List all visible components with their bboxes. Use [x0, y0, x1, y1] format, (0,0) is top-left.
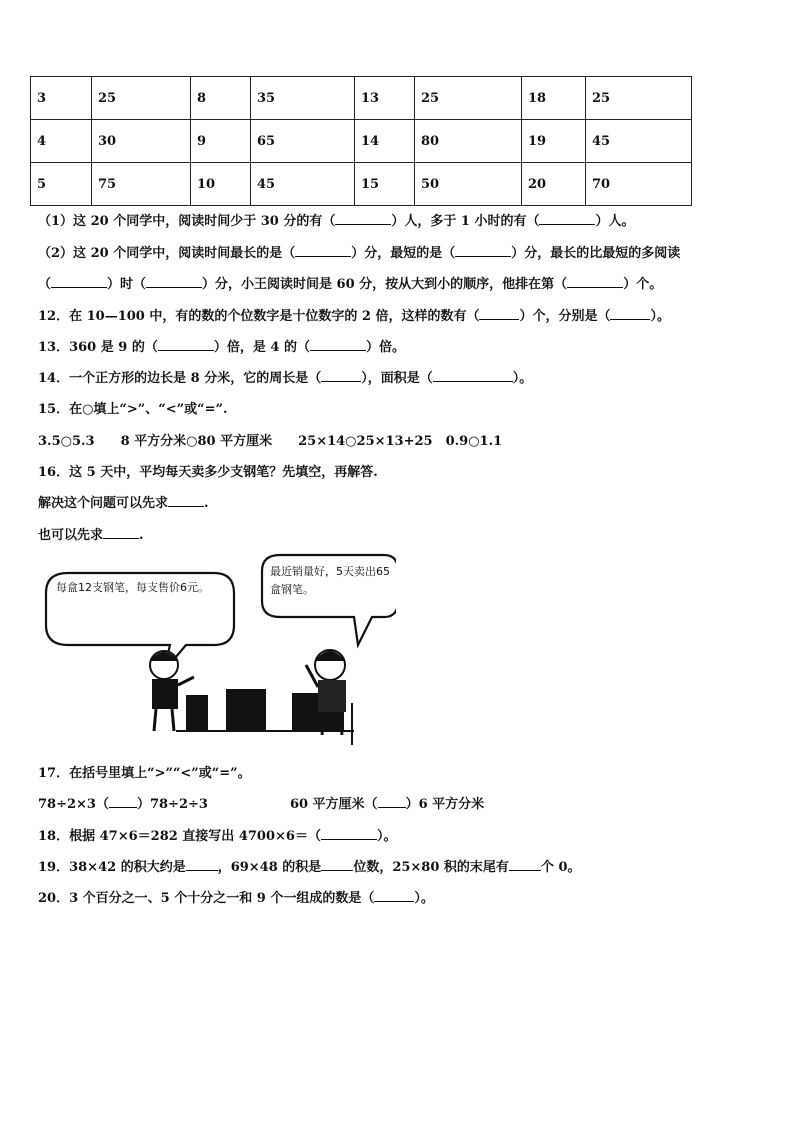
question-text: 解决这个问题可以先求 [38, 496, 169, 511]
question-text: ）人，多于 1 小时的有（ [391, 214, 540, 229]
answer-blank[interactable] [168, 494, 204, 507]
question-text: ）。 [376, 829, 397, 844]
answer-blank[interactable] [509, 858, 541, 871]
question-text: 14．一个正方形的边长是 8 分米，它的周长是（ [38, 371, 322, 386]
question-14 [38, 367, 532, 386]
pen-sales-illustration [36, 553, 396, 748]
question-text: ）倍，是 4 的（ [213, 340, 310, 355]
question-text: 19．38×42 的积大约是 [38, 860, 186, 875]
answer-blank[interactable] [433, 369, 513, 382]
question-text: ）个，分别是（ [519, 309, 611, 324]
question-text: ）78÷2÷3 [136, 797, 208, 812]
reading-time-table [30, 76, 692, 206]
question-text: ）。 [650, 309, 670, 324]
table-cell: 18 [522, 77, 586, 120]
table-cell: 5 [31, 163, 92, 206]
question-text: 个 0。 [540, 860, 581, 875]
table-cell: 19 [522, 120, 586, 163]
table-cell: 25 [586, 77, 692, 120]
table-cell: 45 [586, 120, 692, 163]
answer-blank[interactable] [567, 275, 623, 288]
bar-block [186, 695, 208, 731]
table-row [31, 163, 692, 206]
answer-blank[interactable] [539, 212, 595, 225]
table-cell: 35 [251, 77, 355, 120]
question-15: 15．在○填上“>”、“<”或“=”. [38, 402, 228, 417]
table-cell: 25 [92, 77, 191, 120]
answer-blank[interactable] [321, 827, 377, 840]
table-cell: 25 [415, 77, 522, 120]
question-17: 17．在括号里填上“>”“<”或“=”。 [38, 766, 251, 781]
answer-blank[interactable] [610, 307, 650, 320]
answer-blank[interactable] [479, 307, 519, 320]
question-text: ，69×48 的积是 [217, 860, 322, 875]
table-cell: 80 [415, 120, 522, 163]
question-16-b [38, 524, 144, 543]
question-12 [38, 305, 670, 324]
question-text: ）。 [414, 891, 434, 906]
question-16-a [38, 492, 209, 511]
question-text: 12．在 10—100 中，有的数的个位数字是十位数字的 2 倍，这样的数有（ [38, 309, 480, 324]
question-13 [38, 336, 405, 355]
answer-blank[interactable] [374, 889, 414, 902]
question-text: ）6 平方分米 [405, 797, 485, 812]
table-cell: 9 [191, 120, 251, 163]
question-text: 20．3 个百分之一、5 个十分之一和 9 个一组成的数是（ [38, 891, 375, 906]
table-cell: 15 [355, 163, 415, 206]
answer-blank[interactable] [295, 244, 351, 257]
question-text: ），面积是（ [361, 371, 433, 386]
question-17-items [38, 793, 484, 812]
answer-blank[interactable] [321, 858, 353, 871]
question-text: ）时（ [107, 277, 147, 292]
question-text: ）。 [512, 371, 533, 386]
table-cell: 65 [251, 120, 355, 163]
question-20 [38, 887, 434, 906]
table-cell: 14 [355, 120, 415, 163]
question-text: 18．根据 47×6＝282 直接写出 4700×6＝（ [38, 829, 321, 844]
answer-blank[interactable] [455, 244, 511, 257]
question-19 [38, 856, 581, 875]
table-cell: 20 [522, 163, 586, 206]
table-cell: 50 [415, 163, 522, 206]
question-text: （1）这 20 个同学中，阅读时间少于 30 分的有（ [38, 214, 336, 229]
table-cell: 30 [92, 120, 191, 163]
question-text: ）分，最长的比最短的多阅读 [511, 246, 681, 261]
table-row [31, 120, 692, 163]
answer-blank[interactable] [109, 795, 137, 808]
table-cell: 75 [92, 163, 191, 206]
question-text: 13．360 是 9 的（ [38, 340, 158, 355]
table-cell: 10 [191, 163, 251, 206]
question-text: （ [38, 277, 52, 292]
speech-bubble-right-text: 最近销量好，5天卖出65盒钢笔。 [270, 565, 390, 596]
table-cell: 45 [251, 163, 355, 206]
speech-bubble-left-text: 每盒12支钢笔，每支售价6元。 [56, 581, 209, 594]
question-11-2-cont [38, 273, 662, 292]
question-18 [38, 825, 396, 844]
answer-blank[interactable] [158, 338, 214, 351]
question-text: . [139, 528, 144, 543]
question-text: ）个。 [623, 277, 663, 292]
answer-blank[interactable] [321, 369, 361, 382]
speech-bubble-right-text-box [270, 563, 392, 617]
question-text: ）人。 [595, 214, 635, 229]
question-text: 78÷2×3（ [38, 797, 109, 812]
question-text: 60 平方厘米（ [289, 797, 378, 812]
table-cell: 8 [191, 77, 251, 120]
table-cell: 70 [586, 163, 692, 206]
speech-bubble-left-text-box [56, 579, 228, 643]
answer-blank[interactable] [378, 795, 406, 808]
question-11-2 [38, 242, 680, 261]
answer-blank[interactable] [146, 275, 202, 288]
question-15-items: 3.5○5.3 8 平方分米○80 平方厘米 25×14○25×13+25 0.9○1.1 [38, 434, 503, 449]
answer-blank[interactable] [51, 275, 107, 288]
answer-blank[interactable] [186, 858, 218, 871]
table-cell: 3 [31, 77, 92, 120]
bar-block [226, 689, 266, 731]
answer-blank[interactable] [310, 338, 366, 351]
table-row [31, 77, 692, 120]
question-text: 也可以先求 [38, 528, 104, 543]
question-text: . [204, 496, 209, 511]
answer-blank[interactable] [335, 212, 391, 225]
question-text: 位数，25×80 积的末尾有 [353, 860, 509, 875]
question-text: ）倍。 [365, 340, 405, 355]
question-text: ）分，最短的是（ [351, 246, 456, 261]
question-text: （2）这 20 个同学中，阅读时间最长的是（ [38, 246, 296, 261]
table-cell: 13 [355, 77, 415, 120]
answer-blank[interactable] [103, 526, 139, 539]
question-11-1 [38, 210, 634, 229]
question-16: 16．这 5 天中，平均每天卖多少支钢笔？先填空，再解答. [38, 465, 378, 480]
table-cell: 4 [31, 120, 92, 163]
question-text: ）分，小王阅读时间是 60 分，按从大到小的顺序，他排在第（ [202, 277, 568, 292]
